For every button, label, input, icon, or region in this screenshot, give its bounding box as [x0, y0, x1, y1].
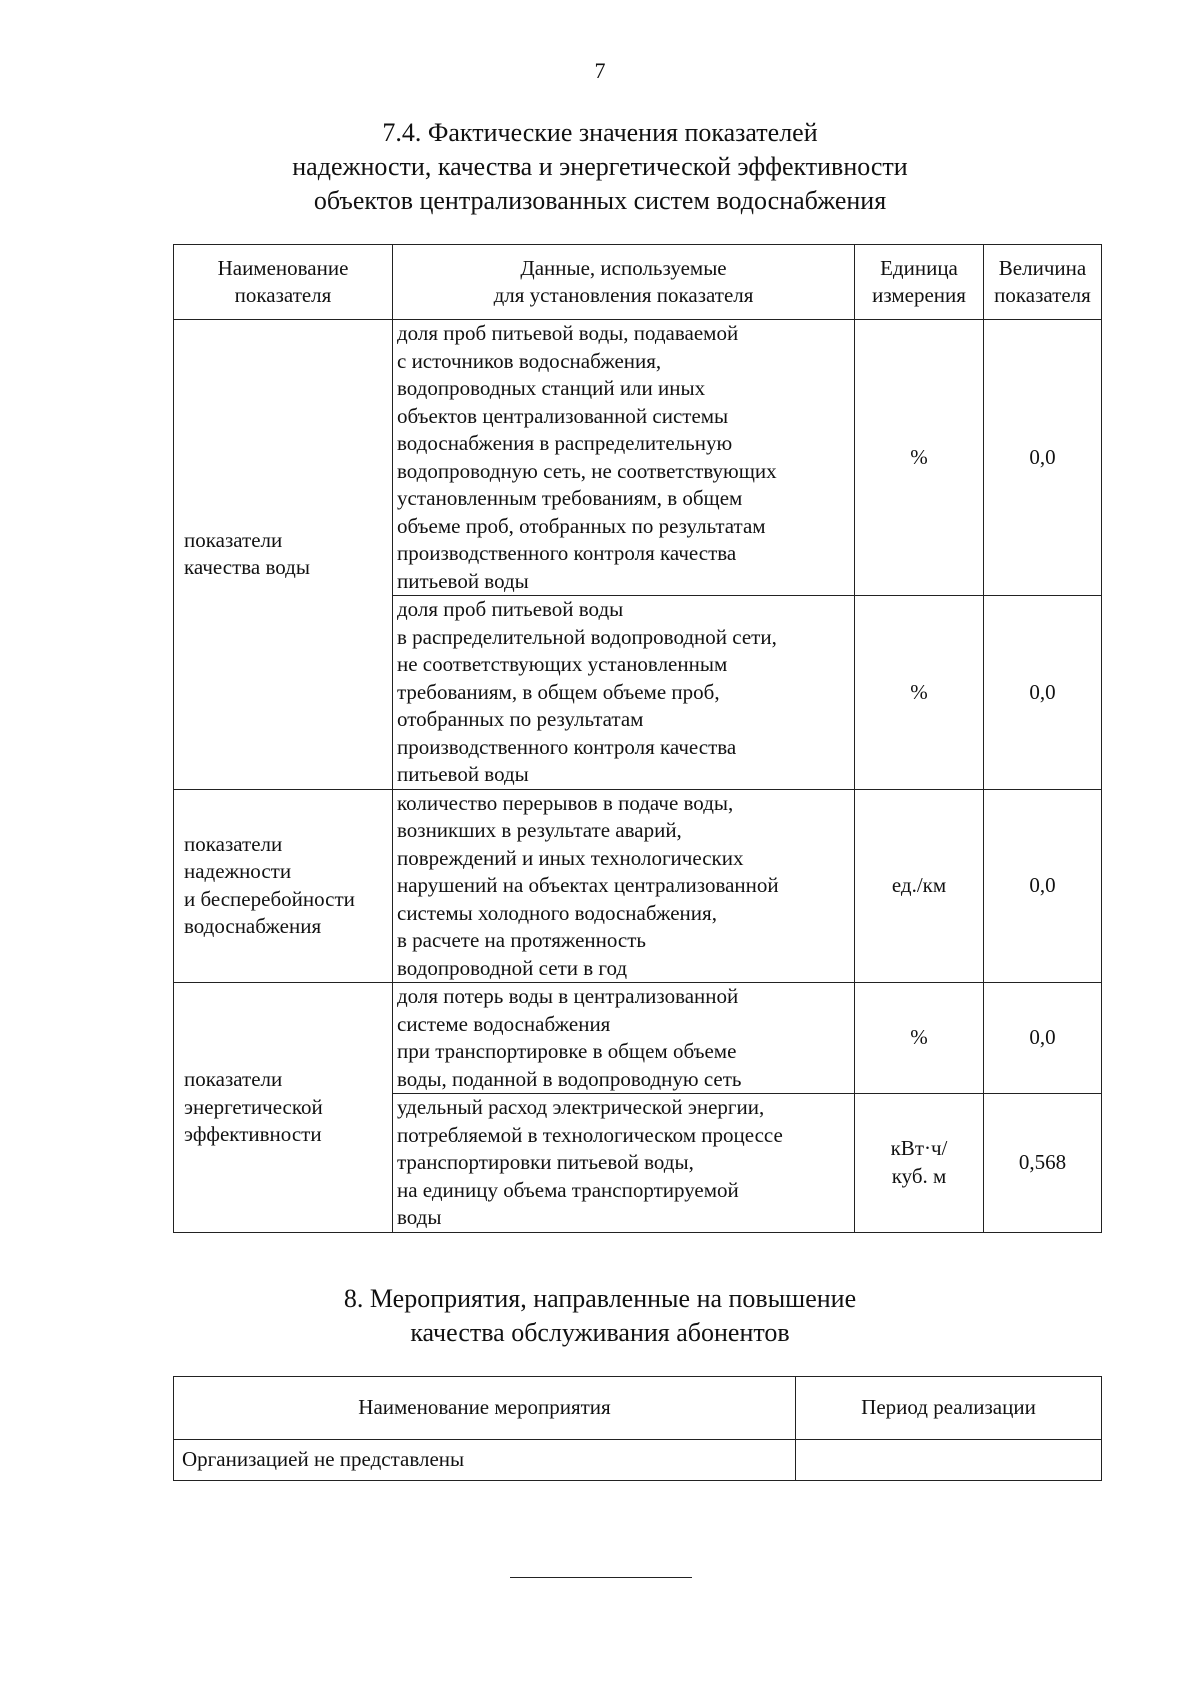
- title-line: качества обслуживания абонентов: [410, 1318, 790, 1347]
- end-of-document-rule: [510, 1577, 692, 1578]
- table-row: [174, 789, 1102, 983]
- indicator-value: 0,0: [984, 320, 1102, 596]
- indicator-value: 0,0: [984, 596, 1102, 790]
- header-value: Величина показателя: [984, 245, 1102, 320]
- section-8-title: [170, 1282, 1030, 1350]
- measure-name: Организацией не представлены: [174, 1440, 796, 1481]
- table-row: [174, 320, 1102, 596]
- header-measure-name: Наименование мероприятия: [174, 1377, 796, 1440]
- indicator-unit: %: [855, 983, 984, 1094]
- indicator-group-reliability: показатели надежности и бесперебойности водоснабжения: [174, 789, 393, 983]
- header-indicator-name: Наименование показателя: [174, 245, 393, 320]
- indicator-description: доля проб питьевой воды, подаваемой с источников водоснабжения, водопроводных станций или иных объектов централизованной системы водоснабжения в распределительную водопроводную сеть, не соответствующих установленным требованиям, в общем объеме проб, отобранных по результатам производственного контроля качества питьевой воды: [393, 320, 855, 596]
- title-line: объектов централизованных систем водоснабжения: [313, 186, 887, 215]
- indicator-group-energy-efficiency: показатели энергетической эффективности: [174, 983, 393, 1233]
- indicator-description: удельный расход электрической энергии, потребляемой в технологическом процессе транспортировки питьевой воды, на единицу объема транспортируемой воды: [393, 1094, 855, 1233]
- indicator-unit: %: [855, 596, 984, 790]
- title-line: надежности, качества и энергетической эффективности: [292, 152, 908, 181]
- indicator-description: доля проб питьевой воды в распределительной водопроводной сети, не соответствующих установленным требованиям, в общем объеме проб, отобранных по результатам производственного контроля качества питьевой воды: [393, 596, 855, 790]
- page-number: 7: [594, 58, 606, 83]
- indicator-value: 0,0: [984, 983, 1102, 1094]
- indicators-table: [173, 244, 1102, 1233]
- header-unit: Единица измерения: [855, 245, 984, 320]
- indicator-value: 0,568: [984, 1094, 1102, 1233]
- table-row: [174, 983, 1102, 1094]
- indicator-description: доля потерь воды в централизованной системе водоснабжения при транспортировке в общем объеме воды, поданной в водопроводную сеть: [393, 983, 855, 1094]
- indicator-unit: ед./км: [855, 789, 984, 983]
- measures-table: [173, 1376, 1102, 1481]
- indicator-description: количество перерывов в подаче воды, возникших в результате аварий, повреждений и иных технологических нарушений на объектах централизованной системы холодного водоснабжения, в расчете на протяженность водопроводной сети в год: [393, 789, 855, 983]
- section-7-4-title: [170, 116, 1030, 218]
- indicators-header-row: [174, 245, 1102, 320]
- title-line: 8. Мероприятия, направленные на повышение: [343, 1284, 857, 1313]
- table-row: [174, 1440, 1102, 1481]
- header-source-data: Данные, используемые для установления показателя: [393, 245, 855, 320]
- indicator-value: 0,0: [984, 789, 1102, 983]
- measure-period: [796, 1440, 1102, 1481]
- indicator-group-water-quality: показатели качества воды: [174, 320, 393, 790]
- measures-header-row: [174, 1377, 1102, 1440]
- indicator-unit: кВт·ч/ куб. м: [855, 1094, 984, 1233]
- title-line: 7.4. Фактические значения показателей: [382, 118, 818, 147]
- header-period: Период реализации: [796, 1377, 1102, 1440]
- indicator-unit: %: [855, 320, 984, 596]
